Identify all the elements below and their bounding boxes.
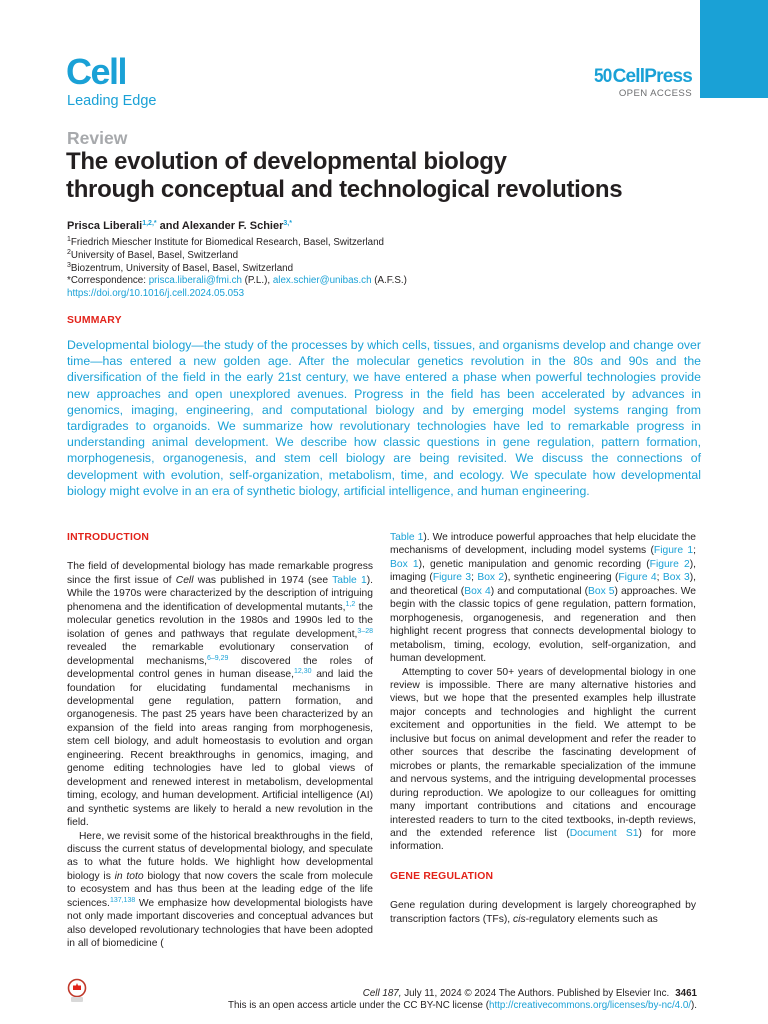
- author-affiliation-ref[interactable]: 3,*: [283, 220, 292, 227]
- affiliation-number: 2: [67, 248, 71, 256]
- paragraph: Here, we revisit some of the historical breakthroughs in the field, discuss the current status of developmental biology, and speculate as to what the future holds. We highlight how developmental biology is in toto biology that now covers the scale from molecule to ecosystem and has thus been at the leading edge of the life sciences.$^{137,138}$ We emphasize how developmental biologists have not only made important discoveries and conceptual advances but also developed revolutionary technologies that have been adopted in all of biomedicine (: [67, 830, 373, 950]
- affiliation: [67, 250, 687, 263]
- figure-link[interactable]: Figure 1: [653, 545, 694, 557]
- footer-volume: 187,: [379, 988, 402, 999]
- paragraph: Gene regulation during development is largely choreographed by transcription factors (TFs), cis-regulatory elements such as: [390, 900, 696, 925]
- paragraph: Attempting to cover 50+ years of developmental biology in one review is impossible. There are many alternative histories and views, but we hope that the presented examples help illustrate major concepts and technologies and highlight the current excitement and opportunities in the field. We attempt to be inclusive but focus on animal development and refer the reader to other sources that describe the fascinating development of microbes or plants, the remarkable specialization of the immune and nervous systems, and the intriguing developmental processes during reproduction. We apologize to our colleagues for omitting many important contributions and citations and encourage interested readers to turn to the cited textbooks, in-depth reviews, and the extended reference list (Document S1) for more information.: [390, 666, 696, 853]
- italic-term: cis: [513, 913, 526, 925]
- affiliation-number: 3: [67, 261, 71, 269]
- figure-link[interactable]: Figure 3: [432, 572, 472, 584]
- paragraph-continued: Table 1). We introduce powerful approaches that help elucidate the mechanisms of development, including model systems (Figure 1; Box 1), genetic manipulation and genomic recording (Figure 2), imaging (Figure 3; Box 2), synthetic engineering (Figure 4; Box 3), and theoretical (Box 4) and computational (Box 5) approaches. We begin with the classic topics of gene regulation, pattern formation, morphogenesis, organogenesis, and regeneration and then highlight recent progress that connects developmental biology to metabolism, timing, ecology, evolution, self-organization, and human development.: [390, 532, 697, 665]
- paragraph: The field of developmental biology has made remarkable progress since the first issue of Cell was published in 1974 (see Table 1). While the 1970s were characterized by the description of intriguing phenomena and the identification of developmental mutants,$^{1,2}$ the molecular genetics revolution in the 1980s and 1990s led to the isolation of genes and pathways that regulate development,$^{3-28}$ revealed the remarkable evolutionary conservation of developmental mechanisms,$^{6-9,29}$ discovered the roles of developmental control genes in human disease,$^{12,30}$ and laid the foundation for elucidating fundamental mechanisms in developmental gene regulation, pattern formation, and organogenesis. The past 25 years have been characterized by an expansion of the field into areas ranging from morphogenesis, stem cell biology, and adult homeostasis to evolution and organ engineering. Recent breakthroughs in genomics, imaging, and genome editing technologies have led to global views of development and renewed interest in metabolism, developmental timing, ecology, and human development. Artificial intelligence (AI) and synthetic systems are likely to herald a new revolution in the field.: [67, 561, 374, 829]
- journal-name: Cell: [175, 574, 194, 586]
- summary-heading: SUMMARY: [67, 315, 122, 326]
- affiliation-text: University of Basel, Basel, Switzerland: [70, 249, 239, 261]
- crossmark-icon[interactable]: [67, 978, 87, 1004]
- citation-link[interactable]: 12,30: [294, 668, 312, 676]
- affiliation-text: Friedrich Miescher Institute for Biomedical Research, Basel, Switzerland: [70, 237, 384, 248]
- box-link[interactable]: Box 5: [588, 585, 615, 597]
- article-type: Review: [67, 128, 128, 148]
- affiliation-text: Biozentrum, University of Basel, Basel, Switzerland: [70, 262, 294, 274]
- figure-link[interactable]: Figure 4: [618, 572, 657, 584]
- italic-term: in toto: [114, 870, 144, 882]
- right-column: [390, 531, 696, 926]
- citation-link[interactable]: 6–9,29: [207, 654, 229, 662]
- author-initials: (A.F.S.): [371, 275, 407, 287]
- figure-link[interactable]: Figure 2: [649, 558, 690, 570]
- correspondence-label: *Correspondence:: [67, 275, 149, 287]
- affiliation: [67, 237, 687, 250]
- citation-link[interactable]: 137,138: [109, 896, 136, 904]
- article-title: [66, 148, 686, 204]
- citation-line: [100, 988, 697, 1000]
- publisher-name: CellPress: [612, 66, 692, 87]
- license-line: This is an open access article under the CC BY-NC license (http://creativecommons.org/licenses/by-nc/4.0/).: [227, 1000, 697, 1011]
- table-link[interactable]: Table 1: [332, 574, 367, 586]
- box-link[interactable]: Box 3: [662, 572, 690, 584]
- affiliation: [67, 263, 687, 276]
- open-access-label: OPEN ACCESS: [618, 88, 692, 99]
- table-link[interactable]: Table 1: [390, 532, 424, 543]
- footer-journal: Cell: [362, 988, 380, 999]
- summary-text: Developmental biology—the study of the processes by which cells, tissues, and organisms develop and change over time—has entered a new golden age. After the molecular genetics revolution in the 80s and 90s and the diversification of the field in the early 21st century, we have entered a phase when powerful technologies provide new approaches and open unexplored avenues. Progress in the field has been accelerated by advances in genomics, imaging, engineering, and computational biology and by emerging model systems ranging from tardigrades to organoids. We summarize how revolutionary technologies have led to remarkable progress in understanding animal development. We describe how classic questions in gene regulation, pattern formation, morphogenesis, organogenesis, and stem cell biology are being revisited. We discuss the connections of development with evolution, self-organization, metabolism, time, and ecology. We speculate how developmental biology might evolve in an era of synthetic biology, artificial intelligence, and human engineering.: [67, 338, 701, 498]
- gene-regulation-heading: GENE REGULATION: [390, 870, 494, 882]
- author-name: Alexander F. Schier: [181, 220, 284, 232]
- journal-logo: Cell: [66, 51, 127, 92]
- title-line-1: The evolution of developmental biology: [66, 148, 507, 175]
- doi-link[interactable]: https://doi.org/10.1016/j.cell.2024.05.053: [67, 288, 245, 300]
- author-initials: (P.L.),: [241, 275, 273, 287]
- author-name: Prisca Liberali: [67, 220, 143, 232]
- article-metadata: [67, 220, 687, 301]
- citation-link[interactable]: 1,2: [345, 600, 356, 608]
- supplement-link[interactable]: Document S1: [569, 827, 639, 839]
- affiliation-number: 1: [67, 236, 71, 243]
- page-footer: [100, 988, 697, 1012]
- email-link[interactable]: prisca.liberali@fmi.ch: [148, 275, 242, 287]
- page-number: 3461: [675, 988, 697, 999]
- correspondence: [67, 275, 687, 288]
- license-link[interactable]: http://creativecommons.org/licenses/by-nc/4.0/: [489, 1000, 692, 1011]
- author-list: [67, 220, 687, 233]
- corner-color-bar: [700, 0, 768, 98]
- anniversary-mark: 50: [594, 66, 612, 87]
- section-name: Leading Edge: [67, 93, 157, 109]
- title-line-2: through conceptual and technological revolutions: [66, 176, 623, 203]
- publisher-block: [586, 67, 692, 99]
- author-connector: and: [156, 220, 182, 232]
- citation-link[interactable]: 3–28: [357, 627, 373, 635]
- box-link[interactable]: Box 4: [464, 585, 491, 597]
- introduction-heading: INTRODUCTION: [67, 532, 150, 543]
- footer-citation: July 11, 2024 © 2024 The Authors. Published by Elsevier Inc.: [401, 988, 670, 999]
- cellpress-logo: [586, 67, 692, 86]
- box-link[interactable]: Box 1: [390, 558, 419, 570]
- left-column: [67, 531, 373, 951]
- email-link[interactable]: alex.schier@unibas.ch: [272, 275, 372, 287]
- author-affiliation-ref[interactable]: 1,2,*: [142, 220, 157, 227]
- box-link[interactable]: Box 2: [477, 572, 505, 584]
